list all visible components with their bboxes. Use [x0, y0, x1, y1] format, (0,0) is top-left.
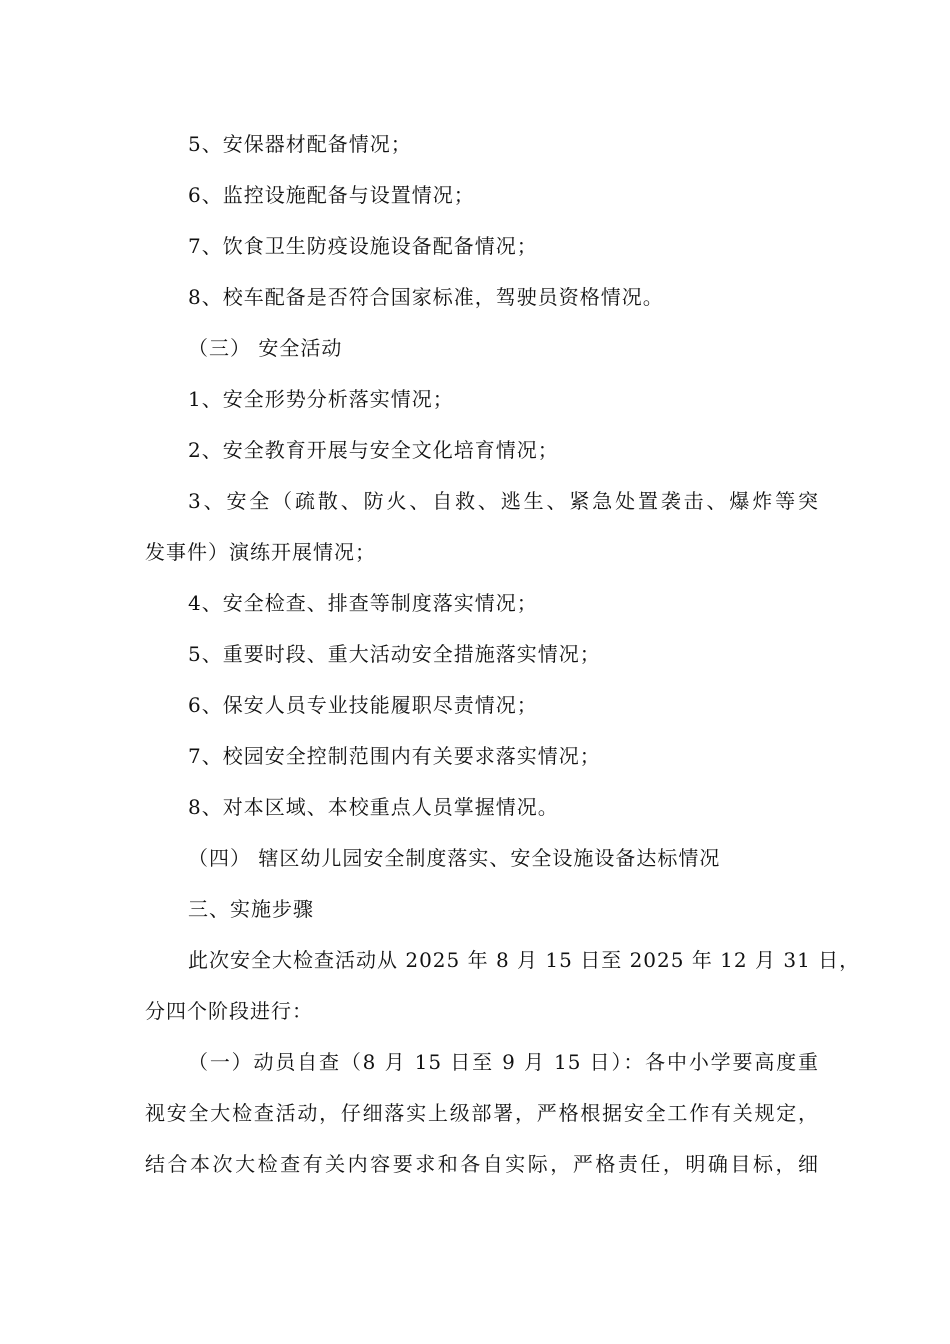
- list-item: 3、安全（疏散、防火、自救、逃生、紧急处置袭击、爆炸等突: [188, 489, 819, 513]
- list-item: 7、校园安全控制范围内有关要求落实情况；: [188, 744, 601, 768]
- list-item: 5、重要时段、重大活动安全措施落实情况；: [188, 642, 601, 666]
- list-item: 4、安全检查、排查等制度落实情况；: [188, 591, 538, 615]
- paragraph-line: 结合本次大检查有关内容要求和各自实际，严格责任，明确目标，细: [145, 1152, 819, 1176]
- list-item: 6、保安人员专业技能履职尽责情况；: [188, 693, 538, 717]
- paragraph-line: （一）动员自查（8 月 15 日至 9 月 15 日）：各中小学要高度重: [188, 1050, 819, 1074]
- section-heading: （四） 辖区幼儿园安全制度落实、安全设施设备达标情况: [188, 846, 721, 870]
- paragraph-line: 此次安全大检查活动从 2025 年 8 月 15 日至 2025 年 12 月 31 日，: [188, 948, 861, 972]
- paragraph-line: 分四个阶段进行：: [145, 999, 313, 1023]
- list-item: 7、饮食卫生防疫设施设备配备情况；: [188, 234, 538, 258]
- list-item-continuation: 发事件）演练开展情况；: [145, 540, 376, 564]
- section-heading: （三） 安全活动: [188, 336, 343, 360]
- list-item: 8、校车配备是否符合国家标准，驾驶员资格情况。: [188, 285, 664, 309]
- list-item: 5、安保器材配备情况；: [188, 132, 412, 156]
- list-item: 2、安全教育开展与安全文化培育情况；: [188, 438, 559, 462]
- section-heading: 三、实施步骤: [188, 897, 314, 921]
- paragraph-line: 视安全大检查活动，仔细落实上级部署，严格根据安全工作有关规定，: [145, 1101, 819, 1125]
- list-item: 8、对本区域、本校重点人员掌握情况。: [188, 795, 559, 819]
- list-item: 1、安全形势分析落实情况；: [188, 387, 454, 411]
- list-item: 6、监控设施配备与设置情况；: [188, 183, 475, 207]
